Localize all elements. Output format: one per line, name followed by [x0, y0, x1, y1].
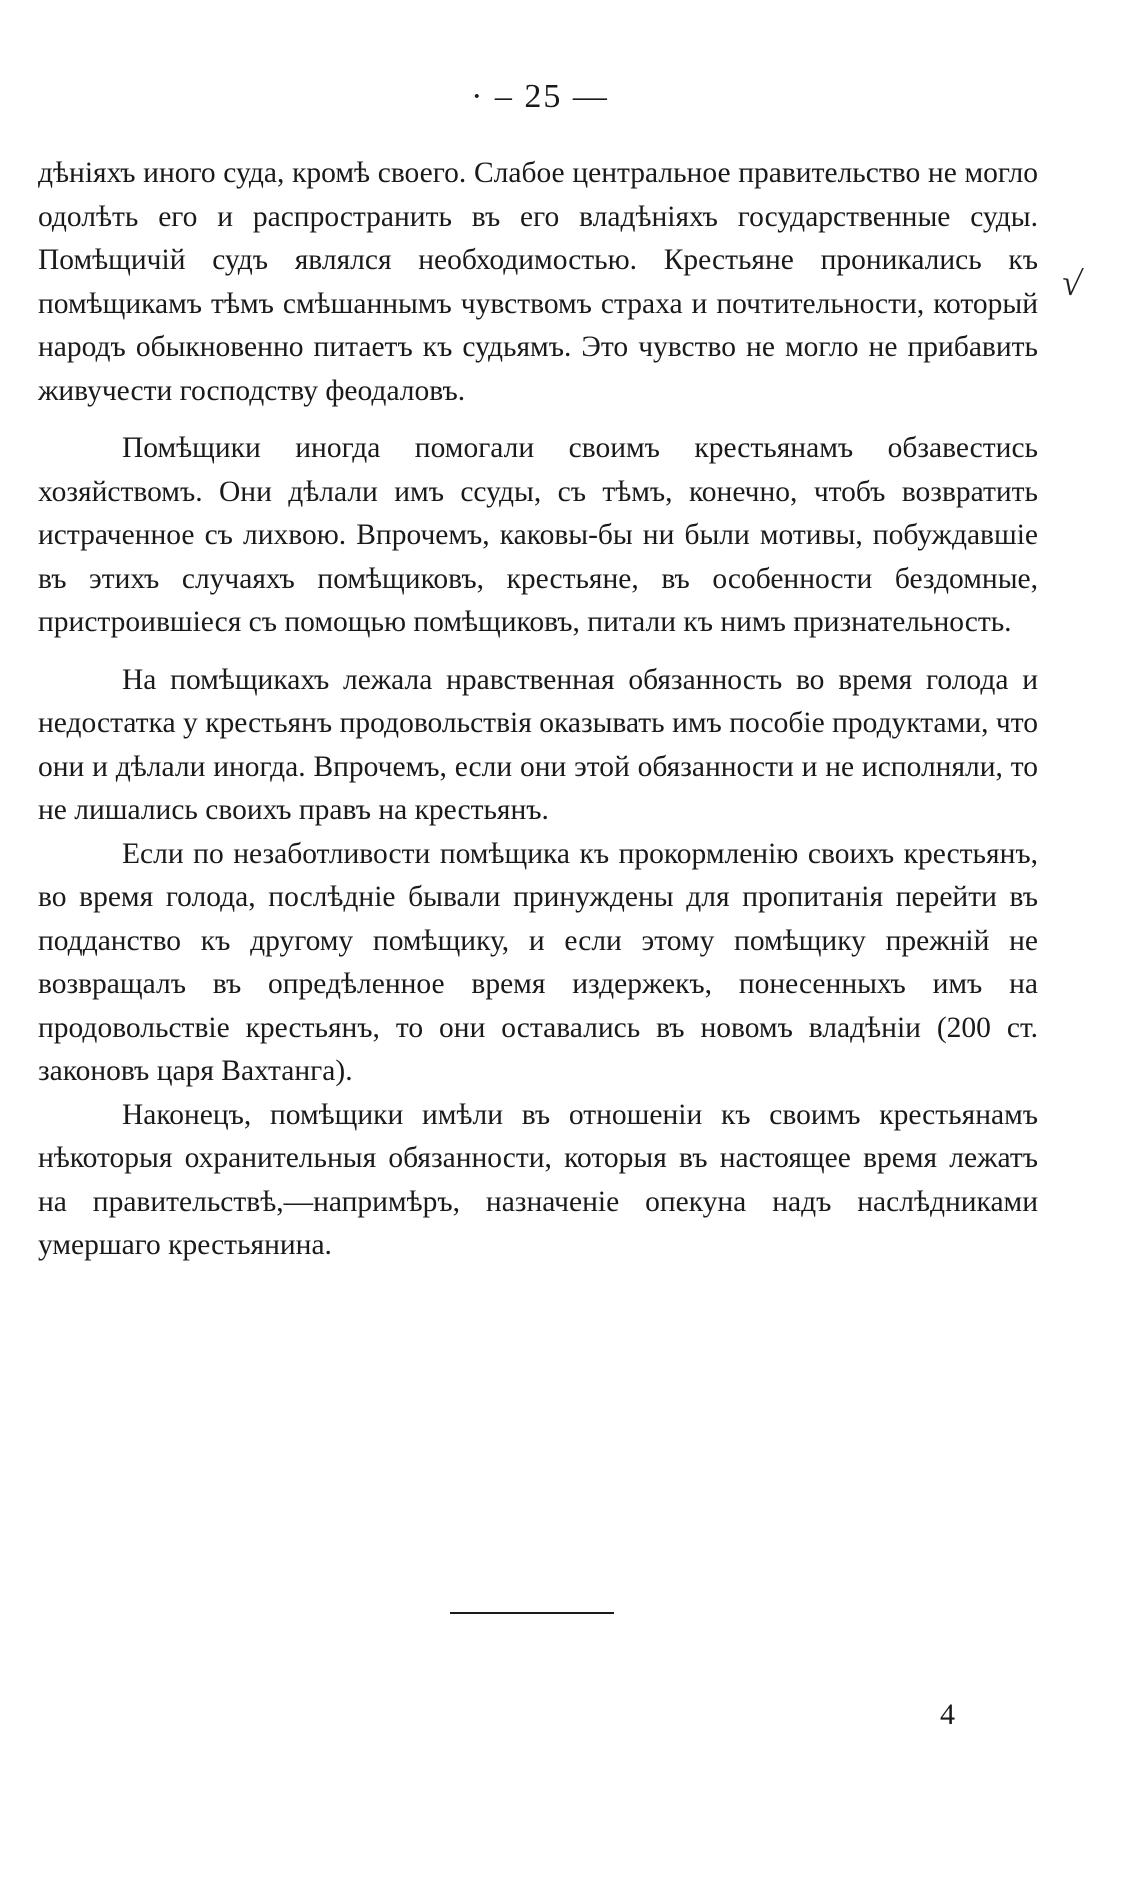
- margin-check-mark: √: [1059, 261, 1085, 305]
- paragraph-2: Помѣщики иногда помогали своимъ крестьянамъ обзавестись хозяйствомъ. Они дѣлали имъ ссуды, съ тѣмъ, конечно, чтобъ возвратить истраченное съ лихвою. Впрочемъ, каковы-бы ни были мотивы, побуждавшіе въ этихъ случаяхъ помѣщиковъ, крестьяне, въ особенности бездомные, пристроившіеся съ помощью помѣщиковъ, питали къ нимъ признательность.: [38, 432, 1038, 638]
- paragraph-5: Наконецъ, помѣщики имѣли въ отношеніи къ своимъ крестьянамъ нѣкоторыя охранительныя обязанности, которыя въ настоящее время лежатъ на правительствѣ,—напримѣръ, назначеніе опекуна надъ наслѣдниками умершаго крестьянина.: [38, 1098, 1038, 1261]
- end-rule-divider: [450, 1612, 614, 1614]
- page-number: · – 25 —: [471, 78, 609, 115]
- signature-mark: 4: [940, 1698, 955, 1731]
- paragraph-4: Если по незаботливости помѣщика къ прокормленію своихъ крестьянъ, во время голода, послѣдніе бывали принуждены для пропитанія перейти въ подданство къ другому помѣщику, и если этому помѣщику прежній не возвращалъ въ опредѣленное время издержекъ, понесенныхъ имъ на продовольствіе крестьянъ, то они оставались въ новомъ владѣніи (200 ст. законовъ царя Вахтанга).: [38, 837, 1038, 1087]
- paragraph-3: На помѣщикахъ лежала нравственная обязанность во время голода и недостатка у крестьянъ продовольствія оказывать имъ пособіе продуктами, что они и дѣлали иногда. Впрочемъ, если они этой обязанности и не исполняли, то не лишались своихъ правъ на крестьянъ.: [38, 663, 1038, 826]
- paragraph-1: дѣніяхъ иного суда, кромѣ своего. Слабое центральное правительство не могло одолѣть его и распространить въ его владѣніяхъ государственные суды. Помѣщичій судъ являлся необходимостью. Крестьяне проникались къ помѣщикамъ тѣмъ смѣшаннымъ чувствомъ страха и почтительности, который народъ обыкновенно питаетъ къ судьямъ. Это чувство не могло не прибавить живучести господству феодаловъ.: [38, 157, 1038, 407]
- body-text: [38, 152, 1038, 1268]
